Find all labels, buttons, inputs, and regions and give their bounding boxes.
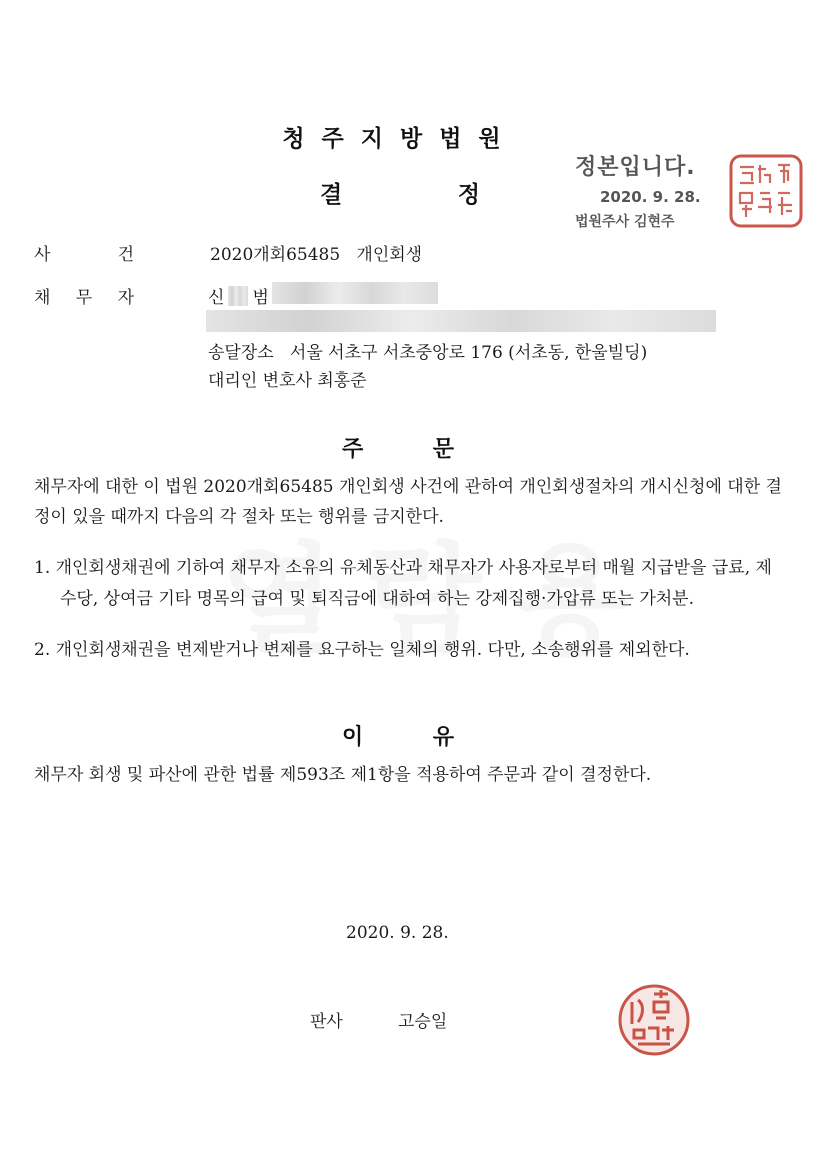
doc-type-char-1: 결: [320, 182, 343, 208]
debtor-name: [208, 283, 269, 308]
decision-date: 2020. 9. 28.: [346, 923, 449, 943]
debtor-label-char-2: 무: [75, 288, 93, 308]
certified-copy-stamp: 정본입니다.: [575, 155, 696, 180]
doc-type-char-2: 정: [457, 182, 480, 208]
order-heading-char-1: 주: [342, 437, 364, 462]
order-item-2: [34, 635, 784, 666]
case-label: [34, 240, 134, 265]
court-name: 청주지방법원: [282, 126, 518, 152]
debtor-label-char-1: 채: [34, 288, 51, 308]
service-address: 송달장소 서울 서초구 서초중앙로 176 (서초동, 한울빌딩): [208, 343, 648, 363]
case-label-char-1: 사: [34, 245, 51, 265]
court-seal: [728, 153, 804, 229]
order-heading-char-2: 문: [432, 437, 454, 462]
redacted-id-number: [272, 282, 438, 304]
certified-date: 2020. 9. 28.: [600, 188, 701, 206]
reason-text: 채무자 회생 및 파산에 관한 법률 제593조 제1항을 적용하여 주문과 같이 결정한다.: [34, 765, 652, 785]
order-heading: [342, 432, 454, 463]
case-label-char-2: 건: [117, 245, 134, 265]
judge-name: 고승일: [398, 1012, 448, 1032]
debtor-name-first: 신: [208, 288, 225, 308]
judge-seal: [614, 980, 694, 1060]
redacted-address: [206, 310, 716, 332]
redacted-name-middle: [228, 286, 248, 306]
order-item-2-text: 2. 개인회생채권을 변제받거나 변제를 요구하는 일체의 행위. 다만, 소송행위를 제외한다.: [34, 640, 690, 660]
document-type-title: [320, 176, 480, 209]
debtor-label-char-3: 자: [117, 288, 134, 308]
order-intro: 채무자에 대한 이 법원 2020개회65485 개인회생 사건에 관하여 개인회생절차의 개시신청에 대한 결정이 있을 때까지 다음의 각 절차 또는 행위를 금지한다.: [34, 477, 782, 527]
reason-heading-char-2: 유: [432, 725, 454, 750]
reason-heading-char-1: 이: [342, 725, 364, 750]
judge-title: 판사: [310, 1012, 343, 1032]
debtor-label: [34, 283, 134, 308]
order-item-1: [34, 553, 784, 615]
reason-heading: [342, 720, 454, 751]
legal-representative: 대리인 변호사 최홍준: [208, 371, 367, 391]
certified-clerk: 법원주사 김현주: [575, 214, 675, 230]
order-item-1-text: 1. 개인회생채권에 기하여 채무자 소유의 유체동산과 채무자가 사용자로부터 매월 지급받을 급료, 제수당, 상여금 기타 명목의 급여 및 퇴직금에 대하여 하는 강제집행·가압류 또는 가처분.: [34, 558, 772, 609]
case-number: 2020개회65485 개인회생: [210, 245, 423, 265]
debtor-name-last: 범: [252, 288, 269, 308]
